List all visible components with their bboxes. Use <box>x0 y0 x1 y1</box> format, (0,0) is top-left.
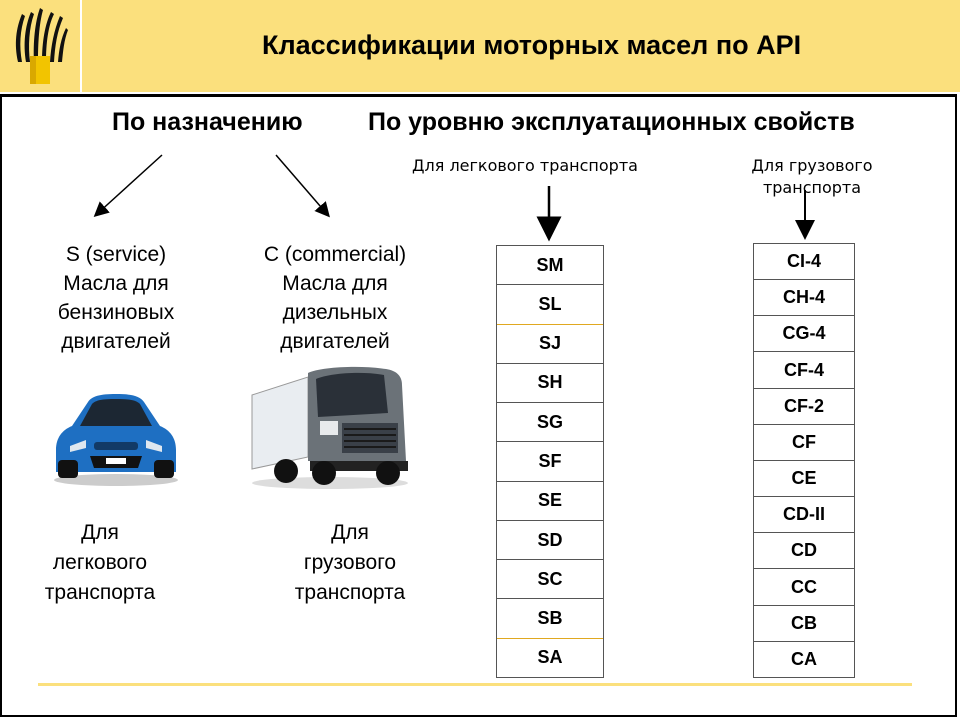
grade-cell: SL <box>497 285 603 324</box>
commercial-category <box>240 240 430 356</box>
passenger-label-line-2: легкового <box>52 551 148 574</box>
heading-performance: По уровню эксплуатационных свойств <box>368 108 855 136</box>
commercial-line-4: двигателей <box>280 330 390 353</box>
truck-label-line-2: грузового <box>303 551 397 574</box>
service-line-1: S (service) <box>65 243 167 266</box>
truck-column-label: Для грузового транспорта <box>751 156 873 197</box>
arrow-to-service <box>97 155 162 214</box>
commercial-line-3: дизельных <box>282 301 388 324</box>
heading-purpose: По назначению <box>112 108 303 136</box>
page-title: Классификации моторных масел по API <box>262 30 802 60</box>
passenger-label-line-3: транспорта <box>44 581 156 604</box>
grade-cell: SE <box>497 482 603 521</box>
grade-cell: CC <box>754 570 854 606</box>
truck-label-line-3: транспорта <box>294 581 406 604</box>
passenger-column-label: Для легкового транспорта <box>412 156 638 175</box>
grade-cell: CD <box>754 533 854 569</box>
c-grades-table <box>753 243 855 678</box>
grade-cell: CH-4 <box>754 280 854 316</box>
passenger-label-line-1: Для <box>81 521 119 544</box>
grade-cell: CF <box>754 425 854 461</box>
grade-cell: CF-2 <box>754 389 854 425</box>
grade-cell: SF <box>497 442 603 481</box>
commercial-line-1: C (commercial) <box>263 243 407 266</box>
service-line-4: двигателей <box>61 330 171 353</box>
service-line-3: бензиновых <box>57 301 175 324</box>
s-grades-table <box>496 245 604 678</box>
grade-cell: SB <box>497 599 603 638</box>
grade-cell: CI-4 <box>754 244 854 280</box>
grade-cell: CE <box>754 461 854 497</box>
service-category <box>30 240 202 356</box>
grade-cell: CG-4 <box>754 316 854 352</box>
passenger-vehicle-label <box>20 518 180 608</box>
service-line-2: Масла для <box>63 272 169 295</box>
truck-label-line-1: Для <box>331 521 369 544</box>
grade-cell: SG <box>497 403 603 442</box>
truck-image <box>250 365 410 490</box>
grade-cell: CF-4 <box>754 353 854 389</box>
passenger-car-image <box>50 388 182 488</box>
arrow-to-commercial <box>276 155 327 214</box>
commercial-line-2: Масла для <box>282 272 388 295</box>
grade-cell: SD <box>497 521 603 560</box>
grade-cell: SJ <box>497 325 603 364</box>
bottom-divider <box>38 683 912 686</box>
grade-cell: CA <box>754 642 854 678</box>
grade-cell: SC <box>497 560 603 599</box>
grade-cell: SH <box>497 364 603 403</box>
grade-cell: CB <box>754 606 854 642</box>
grade-cell: CD-II <box>754 497 854 533</box>
grade-cell: SM <box>497 246 603 285</box>
grade-cell: SA <box>497 639 603 678</box>
truck-vehicle-label <box>268 518 432 608</box>
